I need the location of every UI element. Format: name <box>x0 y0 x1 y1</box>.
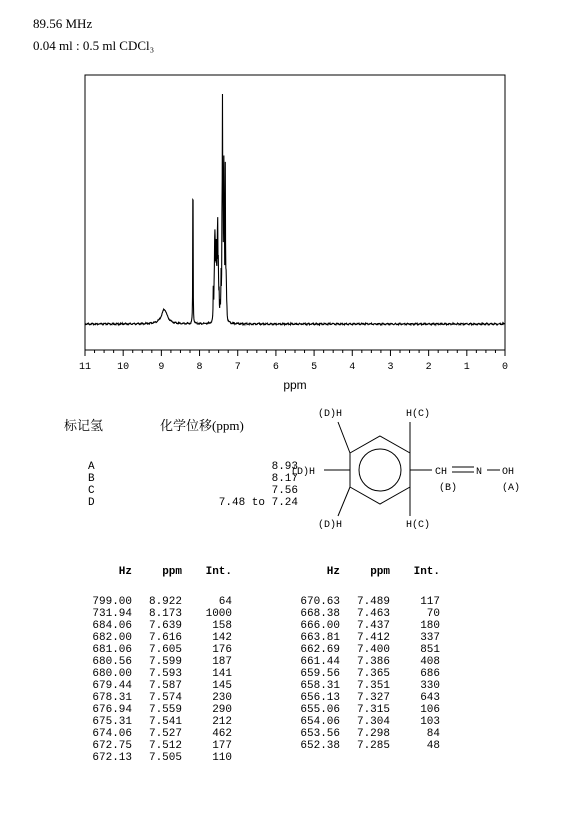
peak-ppm: 7.351 <box>356 680 390 692</box>
assignment-label: B <box>88 473 95 485</box>
label-a: (A) <box>502 483 521 494</box>
table-row <box>296 740 440 752</box>
assignment-row <box>88 497 298 509</box>
peak-hz: 655.06 <box>300 704 340 716</box>
table-row <box>88 596 232 608</box>
table-row <box>296 692 440 704</box>
spectrum-trace <box>85 94 505 325</box>
peak-ppm: 7.298 <box>356 728 390 740</box>
peak-hz: 799.00 <box>92 596 132 608</box>
peak-table-header <box>88 566 232 578</box>
peak-intensity: 84 <box>426 728 440 740</box>
peak-table-left <box>88 566 232 764</box>
peak-intensity: 177 <box>212 740 232 752</box>
assignment-label: A <box>88 461 95 473</box>
x-tick-label: 9 <box>158 362 165 373</box>
table-row <box>296 704 440 716</box>
peak-ppm: 7.512 <box>148 740 182 752</box>
peak-ppm: 7.327 <box>356 692 390 704</box>
h-bottom-left: (D)H <box>318 520 343 531</box>
assignment-shift: 8.93 <box>271 461 298 473</box>
peak-hz: 652.38 <box>300 740 340 752</box>
assignment-row <box>88 473 298 485</box>
assignment-table <box>88 461 298 509</box>
peak-hz: 674.06 <box>92 728 132 740</box>
peak-ppm: 7.639 <box>148 620 182 632</box>
peak-hz: 680.00 <box>92 668 132 680</box>
peak-ppm: 7.559 <box>148 704 182 716</box>
x-tick-label: 5 <box>311 362 318 373</box>
peak-ppm: 7.400 <box>356 644 390 656</box>
peak-intensity: 212 <box>212 716 232 728</box>
peak-table-header <box>296 566 440 578</box>
table-row <box>88 608 232 620</box>
peak-hz: 680.56 <box>92 656 132 668</box>
table-row <box>88 680 232 692</box>
peak-hz: 681.06 <box>92 644 132 656</box>
peak-hz: 668.38 <box>300 608 340 620</box>
table-row <box>296 644 440 656</box>
peak-intensity: 117 <box>420 596 440 608</box>
peak-hz: 670.63 <box>300 596 340 608</box>
peak-hz: 662.69 <box>300 644 340 656</box>
table-row <box>296 596 440 608</box>
header-ppm: ppm <box>162 566 182 578</box>
peak-intensity: 851 <box>420 644 440 656</box>
peak-ppm: 7.437 <box>356 620 390 632</box>
peak-hz: 675.31 <box>92 716 132 728</box>
peak-ppm: 7.587 <box>148 680 182 692</box>
peak-intensity: 462 <box>212 728 232 740</box>
header-hz: Hz <box>118 566 132 578</box>
peak-ppm: 7.574 <box>148 692 182 704</box>
peak-ppm: 7.605 <box>148 644 182 656</box>
header-hz: Hz <box>326 566 340 578</box>
h-top-right: H(C) <box>406 409 431 420</box>
peak-ppm: 7.593 <box>148 668 182 680</box>
peak-hz: 659.56 <box>300 668 340 680</box>
oh-label: OH <box>502 467 515 478</box>
x-tick-label: 10 <box>117 362 130 373</box>
peak-ppm: 7.599 <box>148 656 182 668</box>
peak-hz: 656.13 <box>300 692 340 704</box>
peak-intensity: 70 <box>426 608 440 620</box>
assignment-shift: 7.56 <box>271 485 298 497</box>
n-label: N <box>476 467 483 478</box>
table-row <box>88 692 232 704</box>
peak-intensity: 158 <box>212 620 232 632</box>
h-bottom-right: H(C) <box>406 520 431 531</box>
table-row <box>88 728 232 740</box>
peak-intensity: 290 <box>212 704 232 716</box>
peak-intensity: 408 <box>420 656 440 668</box>
peak-hz: 663.81 <box>300 632 340 644</box>
peak-ppm: 7.616 <box>148 632 182 644</box>
nmr-spectrum-chart <box>0 0 570 400</box>
table-row <box>88 644 232 656</box>
x-axis-tick-labels <box>79 362 508 373</box>
peak-intensity: 643 <box>420 692 440 704</box>
assignment-row <box>88 485 298 497</box>
peak-ppm: 7.505 <box>148 752 182 764</box>
header-int: Int. <box>205 566 232 578</box>
molecule-structure <box>280 400 560 540</box>
peak-hz: 666.00 <box>300 620 340 632</box>
x-tick-label: 0 <box>501 362 509 373</box>
peak-hz: 661.44 <box>300 656 340 668</box>
peak-ppm: 7.315 <box>356 704 390 716</box>
peak-ppm: 7.527 <box>148 728 182 740</box>
assignment-shift: 8.17 <box>271 473 298 485</box>
x-tick-label: 7 <box>234 362 241 373</box>
table-row <box>296 620 440 632</box>
peak-hz: 672.75 <box>92 740 132 752</box>
peak-intensity: 180 <box>420 620 440 632</box>
assignment-header-label: 标记氢 <box>64 418 104 433</box>
table-row <box>296 680 440 692</box>
spectrometer-frequency: 89.56 MHz <box>33 16 93 31</box>
table-row <box>88 740 232 752</box>
table-row <box>88 632 232 644</box>
peak-intensity: 330 <box>420 680 440 692</box>
peak-ppm: 7.386 <box>356 656 390 668</box>
table-row <box>296 728 440 740</box>
assignment-label: D <box>88 497 95 509</box>
table-row <box>296 656 440 668</box>
peak-intensity: 1000 <box>205 608 232 620</box>
peak-table-right <box>296 566 440 752</box>
peak-intensity: 141 <box>212 668 232 680</box>
plot-frame <box>85 75 505 350</box>
peak-intensity: 103 <box>420 716 440 728</box>
x-tick-label: 2 <box>425 362 432 373</box>
label-b: (B) <box>439 483 458 494</box>
table-row <box>88 716 232 728</box>
peak-intensity: 142 <box>212 632 232 644</box>
table-row <box>296 632 440 644</box>
peak-hz: 684.06 <box>92 620 132 632</box>
table-row <box>88 704 232 716</box>
peak-hz: 658.31 <box>300 680 340 692</box>
peak-intensity: 230 <box>212 692 232 704</box>
peak-intensity: 686 <box>420 668 440 680</box>
peak-ppm: 7.489 <box>356 596 390 608</box>
table-row <box>88 620 232 632</box>
peak-intensity: 106 <box>420 704 440 716</box>
assignment-shift: 7.48 to 7.24 <box>218 497 298 509</box>
peak-hz: 654.06 <box>300 716 340 728</box>
table-row <box>296 608 440 620</box>
x-tick-label: 8 <box>196 362 203 373</box>
x-tick-label: 4 <box>349 362 356 373</box>
peak-hz: 679.44 <box>92 680 132 692</box>
peak-intensity: 145 <box>212 680 232 692</box>
x-tick-label: 6 <box>272 362 279 373</box>
peak-hz: 676.94 <box>92 704 132 716</box>
assignment-header-shift: 化学位移(ppm) <box>160 418 244 433</box>
peak-ppm: 7.463 <box>356 608 390 620</box>
aromatic-circle <box>359 449 401 491</box>
peak-intensity: 187 <box>212 656 232 668</box>
x-axis-label: ppm <box>283 378 307 392</box>
ch-label: CH <box>435 467 448 478</box>
header-int: Int. <box>413 566 440 578</box>
assignment-label: C <box>88 485 95 497</box>
x-tick-label: 1 <box>463 362 470 373</box>
peak-ppm: 7.285 <box>356 740 390 752</box>
peak-hz: 653.56 <box>300 728 340 740</box>
table-row <box>88 668 232 680</box>
peak-hz: 682.00 <box>92 632 132 644</box>
peak-hz: 731.94 <box>92 608 132 620</box>
x-tick-label: 3 <box>387 362 394 373</box>
x-axis-ticks <box>85 350 505 356</box>
header-ppm: ppm <box>370 566 390 578</box>
peak-intensity: 176 <box>212 644 232 656</box>
peak-hz: 678.31 <box>92 692 132 704</box>
peak-ppm: 7.365 <box>356 668 390 680</box>
h-top-left: (D)H <box>318 409 343 420</box>
h-left: (D)H <box>291 467 316 478</box>
peak-hz: 672.13 <box>92 752 132 764</box>
table-row <box>296 716 440 728</box>
table-row <box>296 668 440 680</box>
x-tick-label: 11 <box>78 362 92 373</box>
table-row <box>88 752 232 764</box>
peak-ppm: 7.304 <box>356 716 390 728</box>
assignment-row <box>88 461 298 473</box>
peak-ppm: 8.173 <box>148 608 182 620</box>
sample-description: 0.04 ml : 0.5 ml CDCl₃ <box>33 38 155 53</box>
table-row <box>88 656 232 668</box>
peak-ppm: 7.412 <box>356 632 390 644</box>
peak-intensity: 337 <box>420 632 440 644</box>
peak-intensity: 48 <box>426 740 440 752</box>
peak-intensity: 110 <box>212 752 232 764</box>
peak-ppm: 8.922 <box>148 596 182 608</box>
peak-intensity: 64 <box>218 596 232 608</box>
peak-ppm: 7.541 <box>148 716 182 728</box>
